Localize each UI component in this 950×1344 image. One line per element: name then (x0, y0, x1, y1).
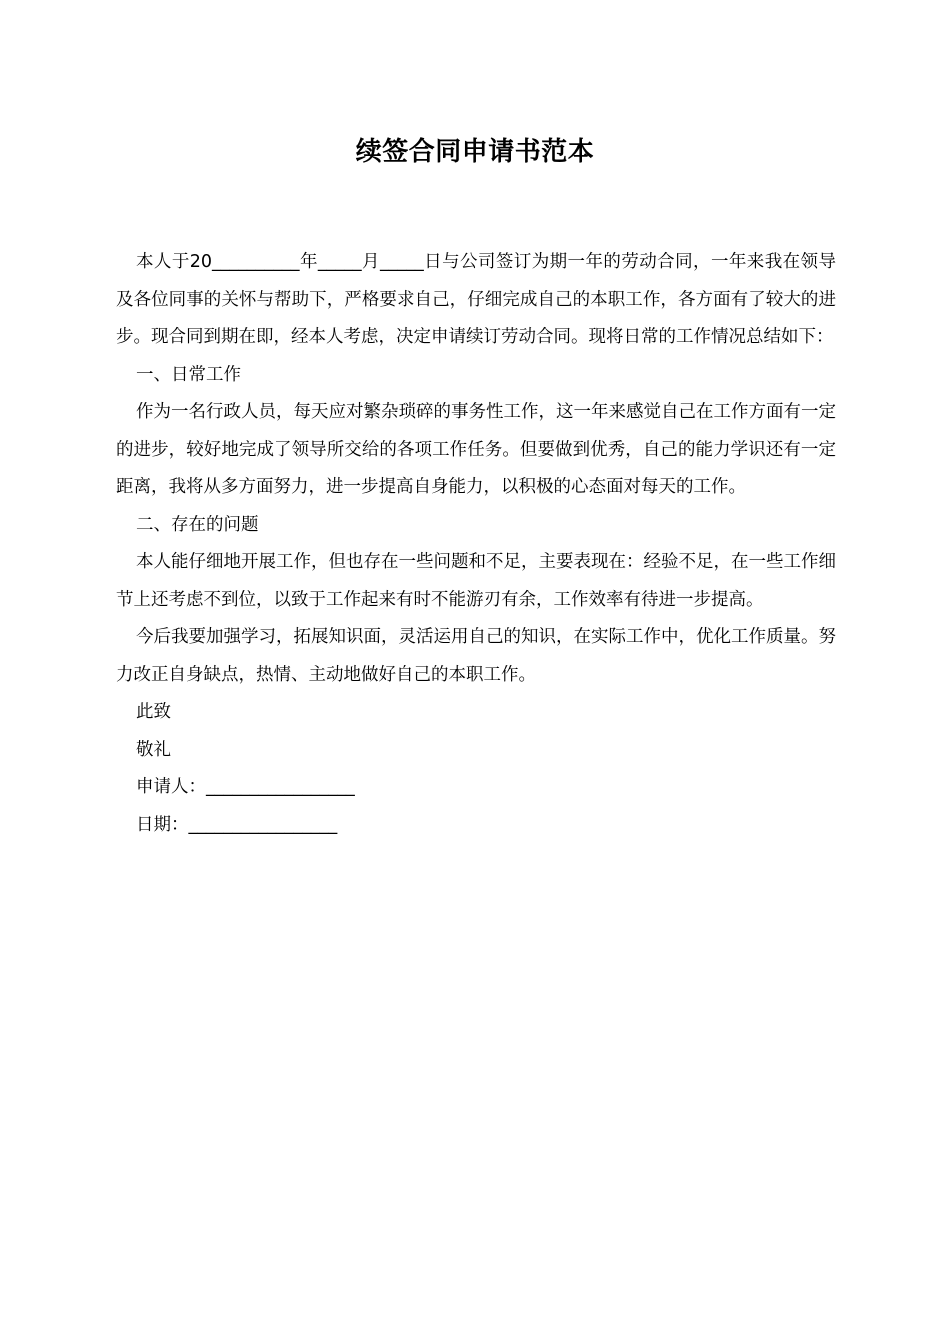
closing-salutation: 此致 (136, 702, 171, 722)
document-body (116, 244, 836, 844)
future-plan-paragraph: 今后我要加强学习，拓展知识面，灵活运用自己的知识，在实际工作中，优化工作质量。努力改正自身缺点，热情、主动地做好自己的本职工作。 (116, 627, 836, 685)
document-title: 续签合同申请书范本 (355, 137, 595, 167)
intro-paragraph: 本人于20__________年_____月_____日与公司签订为期一年的劳动合同，一年来我在领导及各位同事的关怀与帮助下，严格要求自己，仔细完成自己的本职工作，各方面有了较大的进步。现合同到期在即，经本人考虑，决定申请续订劳动合同。现将日常的工作情况总结如下： (116, 252, 836, 347)
section-heading-problems: 二、存在的问题 (136, 514, 259, 535)
closing-regards: 敬礼 (136, 739, 171, 760)
daily-work-paragraph: 作为一名行政人员，每天应对繁杂琐碎的事务性工作，这一年来感觉自己在工作方面有一定的进步，较好地完成了领导所交给的各项工作任务。但要做到优秀，自己的能力学识还有一定距离，我将从多方面努力，进一步提高自身能力，以积极的心态面对每天的工作。 (116, 402, 836, 497)
date-line: 日期：_________________ (136, 814, 338, 835)
applicant-signature-line: 申请人：_________________ (136, 777, 355, 797)
problems-paragraph: 本人能仔细地开展工作，但也存在一些问题和不足，主要表现在：经验不足，在一些工作细节上还考虑不到位，以致于工作起来有时不能游刃有余，工作效率有待进一步提高。 (116, 552, 836, 610)
section-heading-daily-work: 一、日常工作 (136, 364, 241, 385)
